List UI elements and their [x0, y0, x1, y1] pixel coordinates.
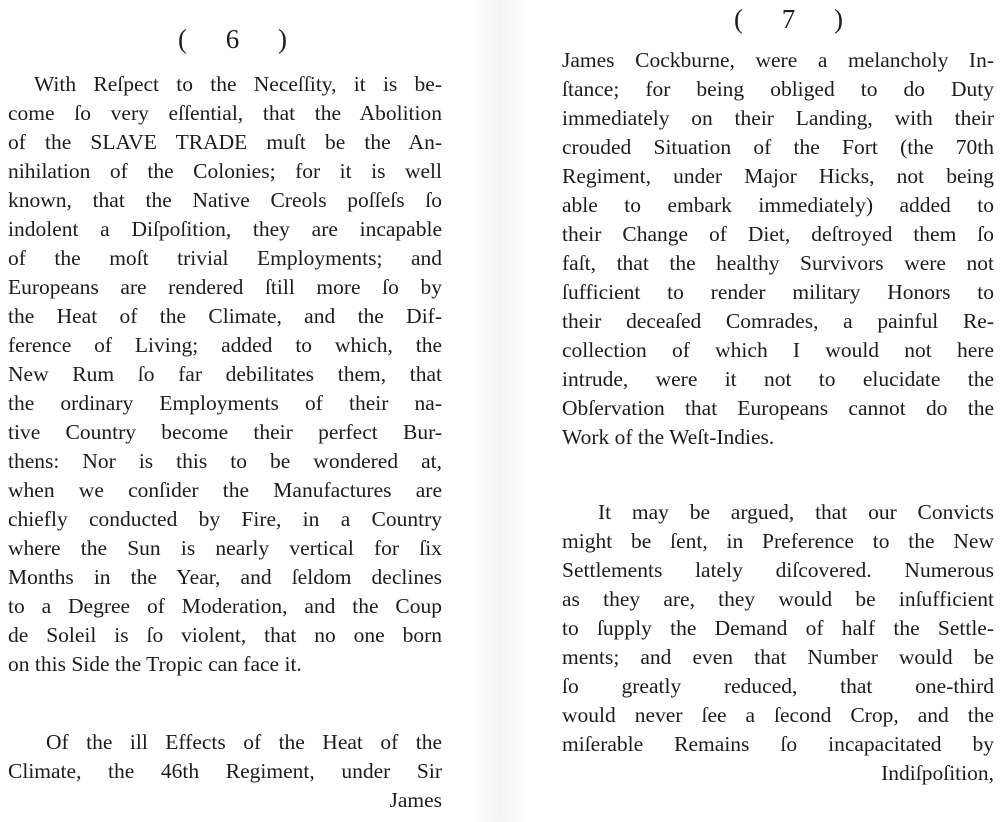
- text-line: ſo greatly reduced, that one-third: [562, 674, 994, 698]
- text-line: indolent a Diſpoſition, they are incapable: [8, 217, 442, 241]
- book-gutter: [470, 0, 530, 822]
- text-line: James Cockburne, were a melancholy In-: [562, 48, 994, 72]
- text-line: chiefly conducted by Fire, in a Country: [8, 507, 442, 531]
- text-line: Regiment, under Major Hicks, not being: [562, 164, 994, 188]
- text-line: their deceaſed Comrades, a painful Re-: [562, 309, 994, 333]
- text-line: the Heat of the Climate, and the Dif-: [8, 304, 442, 328]
- text-line: as they are, they would be inſufficient: [562, 587, 994, 611]
- text-line: de Soleil is ſo violent, that no one born: [8, 623, 442, 647]
- text-line: nihilation of the Colonies; for it is well: [8, 159, 442, 183]
- text-line: able to embark immediately) added to: [562, 193, 994, 217]
- text-line: Months in the Year, and ſeldom declines: [8, 565, 442, 589]
- text-line: ments; and even that Number would be: [562, 645, 994, 669]
- text-line: known, that the Native Creols poſſeſs ſo: [8, 188, 442, 212]
- text-line: Indiſpoſition,: [881, 761, 994, 785]
- text-line: ſufficient to render military Honors to: [562, 280, 994, 304]
- text-line: Europeans are rendered ſtill more ſo by: [8, 275, 442, 299]
- text-line: James: [389, 788, 442, 812]
- page-number-right: ( 7 ): [734, 4, 859, 34]
- text-line: where the Sun is nearly vertical for ſix: [8, 536, 442, 560]
- text-line: the ordinary Employments of their na-: [8, 391, 442, 415]
- text-line: their Change of Diet, deſtroyed them ſo: [562, 222, 994, 246]
- text-line: to ſupply the Demand of half the Settle-: [562, 616, 994, 640]
- text-line: might be ſent, in Preference to the New: [562, 529, 994, 553]
- text-line: of the moſt trivial Employments; and: [8, 246, 442, 270]
- text-line: faſt, that the healthy Survivors were not: [562, 251, 994, 275]
- text-line: Of the ill Effects of the Heat of the: [46, 730, 442, 754]
- page-number-left: ( 6 ): [178, 24, 303, 54]
- text-line: Climate, the 46th Regiment, under Sir: [8, 759, 442, 783]
- text-line: tive Country become their perfect Bur-: [8, 420, 442, 444]
- text-line: thens: Nor is this to be wondered at,: [8, 449, 442, 473]
- right-page: [530, 0, 1000, 822]
- text-line: ſtance; for being obliged to do Duty: [562, 77, 994, 101]
- text-line: miſerable Remains ſo incapacitated by: [562, 732, 994, 756]
- text-line: New Rum ſo far debilitates them, that: [8, 362, 442, 386]
- text-line: would never ſee a ſecond Crop, and the: [562, 703, 994, 727]
- left-page: [0, 0, 470, 822]
- text-line: Work of the Weſt-Indies.: [562, 425, 775, 449]
- text-line: ference of Living; added to which, the: [8, 333, 442, 357]
- text-line: With Reſpect to the Neceſſity, it is be-: [34, 72, 442, 96]
- text-line: come ſo very eſſential, that the Abolition: [8, 101, 442, 125]
- text-line: on this Side the Tropic can face it.: [8, 652, 302, 676]
- text-line: intrude, were it not to elucidate the: [562, 367, 994, 391]
- text-line: crouded Situation of the Fort (the 70th: [562, 135, 994, 159]
- text-line: immediately on their Landing, with their: [562, 106, 994, 130]
- text-line: of the SLAVE TRADE muſt be the An-: [8, 130, 442, 154]
- text-line: It may be argued, that our Convicts: [598, 500, 994, 524]
- text-line: when we conſider the Manufactures are: [8, 478, 442, 502]
- text-line: Settlements lately diſcovered. Numerous: [562, 558, 994, 582]
- text-line: Obſervation that Europeans cannot do the: [562, 396, 994, 420]
- text-line: collection of which I would not here: [562, 338, 994, 362]
- text-line: to a Degree of Moderation, and the Coup: [8, 594, 442, 618]
